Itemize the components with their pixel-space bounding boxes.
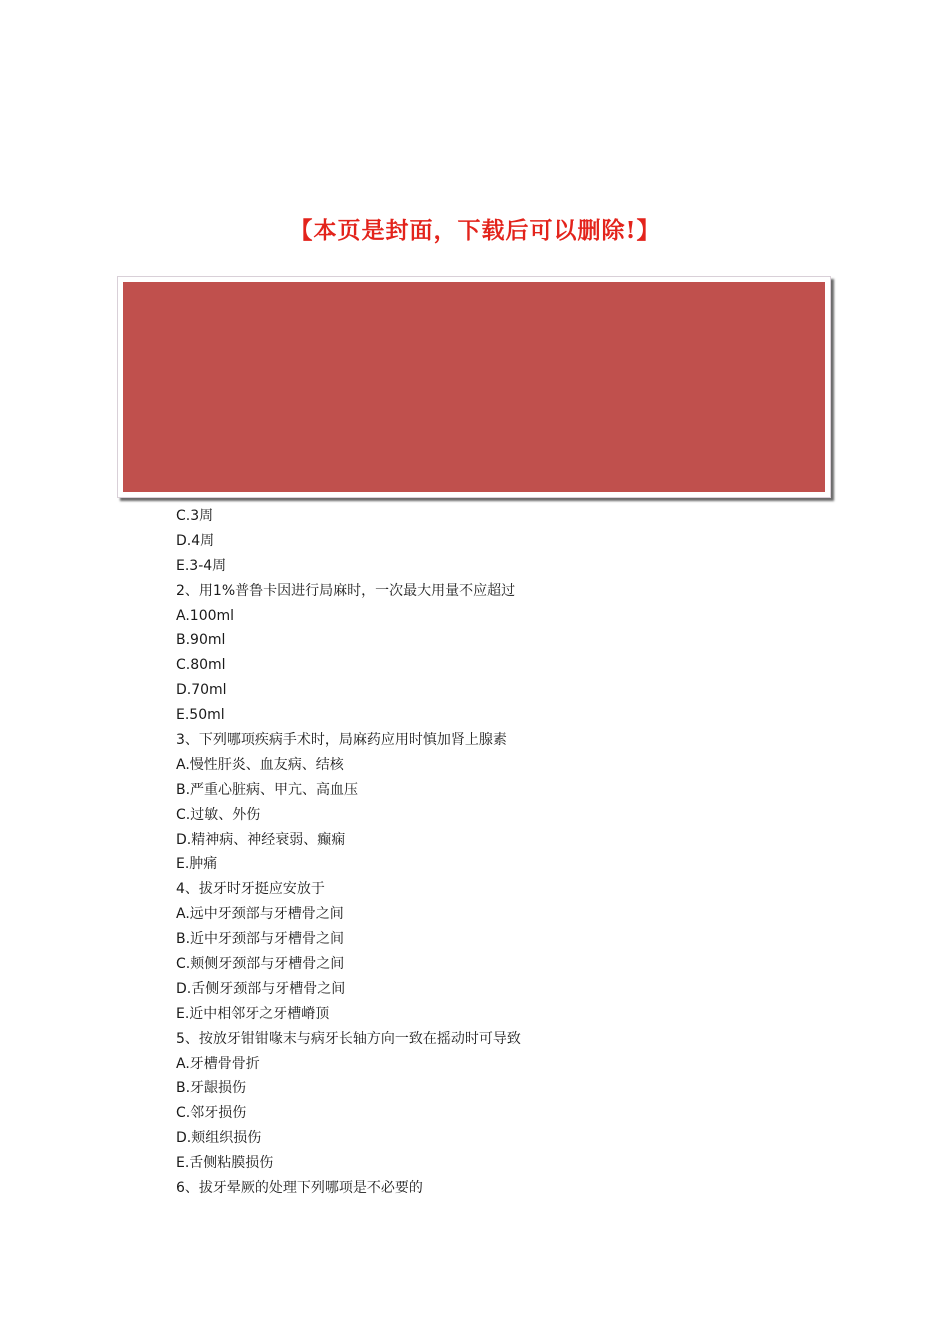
text-line: E.3-4周 — [176, 557, 227, 574]
answer-option: B.90ml — [176, 632, 226, 649]
question-text: 5、按放牙钳钳喙末与病牙长轴方向一致在摇动时可导致 — [176, 1030, 521, 1047]
answer-option: E.舌侧粘膜损伤 — [176, 1155, 274, 1172]
answer-option: E.50ml — [176, 707, 225, 724]
answer-option: E.肿痛 — [176, 856, 218, 873]
text-line: C.3周 — [176, 508, 214, 524]
text-line: D.4周 — [176, 532, 215, 549]
question-text: 3、下列哪项疾病手术时，局麻药应用时慎加肾上腺素 — [176, 732, 507, 749]
answer-option: D.70ml — [176, 682, 227, 699]
answer-option: A.100ml — [176, 607, 235, 624]
answer-option: B.严重心脏病、甲亢、高血压 — [176, 781, 359, 798]
question-text: 6、拔牙晕厥的处理下列哪项是不必要的 — [176, 1180, 423, 1197]
answer-option: D.颊组织损伤 — [176, 1130, 262, 1147]
answer-option: C.邻牙损伤 — [176, 1105, 247, 1122]
question-text: 2、用1%普鲁卡因进行局麻时，一次最大用量不应超过 — [176, 582, 516, 599]
answer-option: A.牙槽骨骨折 — [176, 1055, 260, 1072]
answer-option: B.牙龈损伤 — [176, 1080, 247, 1097]
question-list — [176, 504, 876, 1201]
answer-option: C.80ml — [176, 657, 226, 674]
cover-banner-fill — [123, 282, 825, 492]
answer-option: D.精神病、神经衰弱、癫痫 — [176, 831, 346, 848]
question-text: 4、拔牙时牙挺应安放于 — [176, 881, 325, 898]
answer-option: C.颊侧牙颈部与牙槽骨之间 — [176, 956, 345, 973]
answer-option: E.近中相邻牙之牙槽嵴顶 — [176, 1005, 330, 1022]
answer-option: B.近中牙颈部与牙槽骨之间 — [176, 931, 345, 948]
cover-banner — [117, 276, 831, 498]
cover-notice-heading: 【本页是封面，下载后可以删除!】 — [289, 217, 661, 244]
answer-option: C.过敏、外伤 — [176, 806, 261, 823]
answer-option: D.舌侧牙颈部与牙槽骨之间 — [176, 980, 346, 997]
answer-option: A.慢性肝炎、血友病、结核 — [176, 756, 344, 773]
answer-option: A.远中牙颈部与牙槽骨之间 — [176, 906, 344, 923]
